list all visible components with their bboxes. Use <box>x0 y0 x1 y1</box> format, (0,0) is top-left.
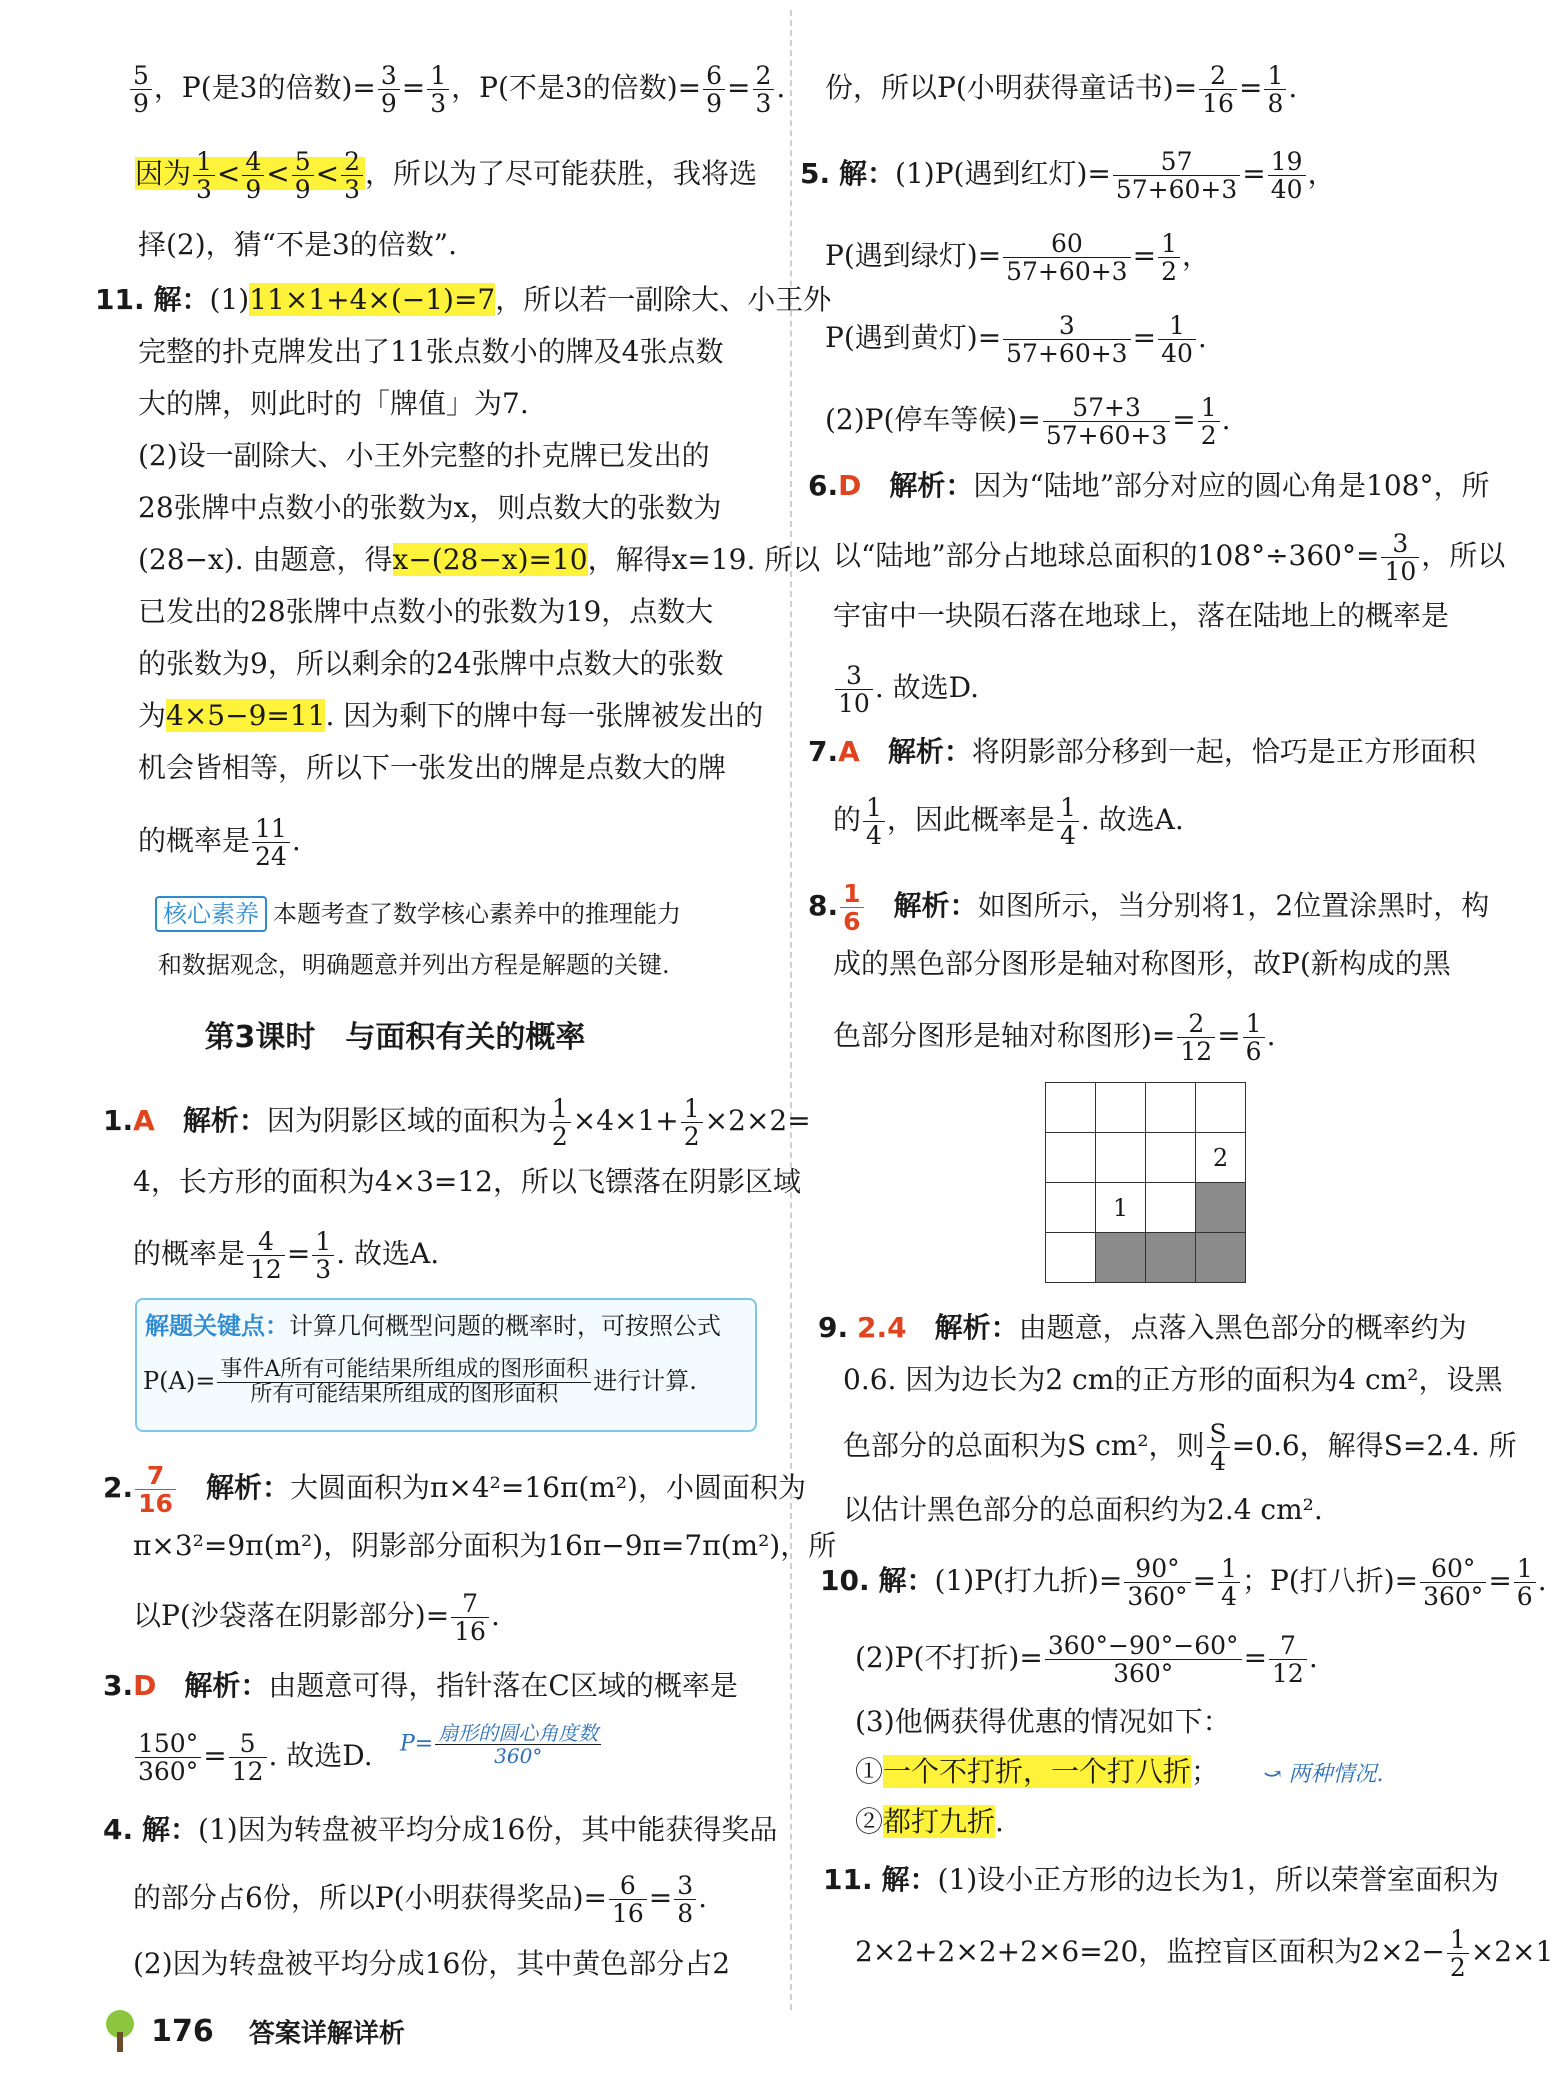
grid-cell <box>1196 1083 1246 1133</box>
line-l1: $\frac{5}{9}$ ，P(是3的倍数)= $\frac{3}{9}$ = $\frac{1}{3}$ ，P(不是3的倍数)= $\frac{6}{9}$ = $\frac{2}{3}$ . <box>128 62 785 117</box>
grid-cell <box>1046 1133 1096 1183</box>
q5-line-4: (2)P(停车等候)= $\frac{57+3}{57+60+3}$ = $\frac{1}{2}$ . <box>825 393 1231 450</box>
fraction: $\frac{2}{3}$ <box>753 62 775 117</box>
q8-line-3: 色部分图形是轴对称图形)= $\frac{2}{12}$ = $\frac{1}{6}$ . <box>833 1009 1276 1066</box>
q1-line-2: 4，长方形的面积为4×3=12，所以飞镖落在阴影区域 <box>133 1165 801 1198</box>
q2-answer: $\frac{7}{16}$ <box>135 1462 176 1517</box>
q8-line-1: 8. $\frac{1}{6}$ 解析：如图所示，当分别将1，2位置涂黑时，构 <box>808 879 1490 936</box>
q3-line-1: 3.D 解析：由题意可得，指针落在C区域的概率是 <box>103 1669 738 1702</box>
grid-cell-label-2: 2 <box>1196 1133 1246 1183</box>
grid-cell <box>1046 1233 1096 1283</box>
q7-line-2: 的 $\frac{1}{4}$ ，因此概率是 $\frac{1}{4}$ . 故选A. <box>833 793 1184 850</box>
q10-handwritten-note: 两种情况. <box>1288 1762 1384 1787</box>
page-footer <box>100 2008 405 2058</box>
page-number: 176 <box>151 2013 214 2049</box>
q11-line-9: 为4×5−9=11. 因为剩下的牌中每一张牌被发出的 <box>138 699 764 732</box>
line-l2: 因为 $\frac{1}{3}$ < $\frac{4}{9}$ < $\frac{5}{9}$ < $\frac{2}{3}$ ，所以为了尽可能获胜，我将选 <box>135 147 758 204</box>
fraction: $\frac{3}{9}$ <box>378 62 400 117</box>
section-title: 第3课时 与面积有关的概率 <box>204 1020 586 1055</box>
q11-line-10: 机会皆相等，所以下一张发出的牌是点数大的牌 <box>138 751 727 784</box>
q5-line-2: P(遇到绿灯)= $\frac{60}{57+60+3}$ = $\frac{1}{2}$ ， <box>825 229 1210 286</box>
q11r-line-1: 11. 解：(1)设小正方形的边长为1，所以荣誉室面积为 <box>823 1863 1500 1896</box>
grid-cell <box>1146 1083 1196 1133</box>
q11-line-7: 已发出的28张牌中点数小的张数为19，点数大 <box>138 595 714 628</box>
q9-line-3: 色部分的总面积为S cm²，则 $\frac{S}{4}$ =0.6，解得S=2.4. 所 <box>843 1419 1517 1476</box>
highlight: 因为 $\frac{1}{3}$ < $\frac{4}{9}$ < $\frac{5}{9}$ < $\frac{2}{3}$ <box>135 157 365 190</box>
grid-cell-shaded <box>1096 1233 1146 1283</box>
q11-line-5: 28张牌中点数小的张数为x，则点数大的张数为 <box>138 491 722 524</box>
core-literacy-line-2: 和数据观念，明确题意并列出方程是解题的关键. <box>158 951 670 979</box>
core-literacy-tag: 核心素养 <box>155 896 267 932</box>
q11-line-8: 的张数为9，所以剩余的24张牌中点数大的张数 <box>138 647 724 680</box>
q6-line-2: 以“陆地”部分占地球总面积的108°÷360°= $\frac{3}{10}$ ，所以 <box>833 529 1506 586</box>
q1-line-3: 的概率是 $\frac{4}{12}$ = $\frac{1}{3}$ . 故选A. <box>133 1227 440 1284</box>
q2-line-3: 以P(沙袋落在阴影部分)= $\frac{7}{16}$ . <box>133 1589 500 1646</box>
q8-grid-figure <box>1045 1082 1246 1283</box>
key-formula: P(A)= $\frac{\text{事件A所有可能结果所组成的图形面积}}{\text{所有可能结果所组成的图形面积}}$ 进行计算. <box>143 1357 697 1407</box>
grid-cell-shaded <box>1196 1183 1246 1233</box>
q5-line-1: 5. 解：(1)P(遇到红灯)= $\frac{57}{57+60+3}$ = $\frac{19}{40}$ ， <box>800 147 1336 204</box>
tree-icon <box>100 2008 140 2054</box>
q9-line-1: 9. 2.4 解析：由题意，点落入黑色部分的概率约为 <box>818 1311 1467 1344</box>
q11-line-3: 大的牌，则此时的「牌值」为7. <box>138 387 529 420</box>
key-line-1: 解题关键点：计算几何概型问题的概率时，可按照公式 <box>145 1312 721 1340</box>
r-line-1: 份，所以P(小明获得童话书)= $\frac{2}{16}$ = $\frac{1}{8}$ . <box>825 61 1298 118</box>
q2-line-2: π×3²=9π(m²)，阴影部分面积为16π−9π=7π(m²)，所 <box>133 1529 837 1562</box>
q3-handwritten-note: P= $\frac{\text{扇形的圆心角度数}}{360^\circ}$ <box>400 1722 603 1767</box>
q11r-line-2: 2×2+2×2+2×6=20，监控盲区面积为2×2− $\frac{1}{2}$ ×2×1 <box>855 1925 1553 1982</box>
grid-cell <box>1096 1133 1146 1183</box>
q4-line-2: 的部分占6份，所以P(小明获得奖品)= $\frac{6}{16}$ = $\frac{3}{8}$ . <box>133 1871 708 1928</box>
q6-line-3: 宇宙中一块陨石落在地球上，落在陆地上的概率是 <box>833 599 1450 632</box>
q11-line-6: (28−x). 由题意，得x−(28−x)=10，解得x=19. 所以 <box>138 543 821 576</box>
core-literacy-line-1: 核心素养 本题考查了数学核心素养中的推理能力 <box>155 893 681 934</box>
grid-cell <box>1146 1183 1196 1233</box>
grid-cell <box>1046 1183 1096 1233</box>
fraction: $\frac{5}{9}$ <box>130 62 152 117</box>
q7-line-1: 7.A 解析：将阴影部分移到一起，恰巧是正方形面积 <box>808 735 1476 768</box>
q4-line-1: 4. 解：(1)因为转盘被平均分成16份，其中能获得奖品 <box>103 1813 778 1846</box>
q11-line-11: 的概率是 $\frac{11}{24}$ . <box>138 814 301 871</box>
q10-line-3: (3)他俩获得优惠的情况如下： <box>855 1705 1231 1738</box>
q2-line-1: 2. $\frac{7}{16}$ 解析：大圆面积为π×4²=16π(m²)，小圆面积为 <box>103 1461 806 1518</box>
q11-line-1: 11. 解：(1)11×1+4×(−1)=7，所以若一副除大、小王外 <box>95 283 832 316</box>
grid-cell-shaded <box>1196 1233 1246 1283</box>
q10-line-1: 10. 解：(1)P(打九折)= $\frac{90^\circ}{360^\circ}$ = $\frac{1}{4}$ ；P(打八折)= $\frac{60^\circ}{360^\circ}$ = $\frac{1}{6}$ . <box>820 1554 1547 1611</box>
q10-line-4: ①一个不打折，一个打八折； ⤻ 两种情况. <box>855 1755 1384 1788</box>
footer-title: 答案详解详析 <box>248 2018 405 2049</box>
q6-line-1: 6.D 解析：因为“陆地”部分对应的圆心角是108°，所 <box>808 469 1490 502</box>
q11-line-2: 完整的扑克牌发出了11张点数小的牌及4张点数 <box>138 335 724 368</box>
grid-cell-shaded <box>1146 1233 1196 1283</box>
fraction: $\frac{6}{9}$ <box>703 62 725 117</box>
q4-line-3: (2)因为转盘被平均分成16份，其中黄色部分占2 <box>133 1947 731 1980</box>
grid-cell-label-1: 1 <box>1096 1183 1146 1233</box>
q5-line-3: P(遇到黄灯)= $\frac{3}{57+60+3}$ = $\frac{1}{40}$ . <box>825 311 1207 368</box>
grid-cell <box>1096 1083 1146 1133</box>
q8-answer: $\frac{1}{6}$ <box>840 880 863 935</box>
q9-line-2: 0.6. 因为边长为2 cm的正方形的面积为4 cm²，设黑 <box>843 1363 1503 1396</box>
q11-line-4: (2)设一副除大、小王外完整的扑克牌已发出的 <box>138 439 710 472</box>
grid-cell <box>1046 1083 1096 1133</box>
grid-cell <box>1146 1133 1196 1183</box>
q1-line-1: 1.A 解析：因为阴影区域的面积为 $\frac{1}{2}$ ×4×1+ $\frac{1}{2}$ ×2×2= <box>103 1094 811 1151</box>
fraction: $\frac{1}{3}$ <box>427 62 449 117</box>
line-l3: 择(2)，猜“不是3的倍数”. <box>138 228 458 261</box>
q8-line-2: 成的黑色部分图形是轴对称图形，故P(新构成的黑 <box>833 947 1451 980</box>
q6-line-4: $\frac{3}{10}$ . 故选D. <box>833 662 979 717</box>
solution-key-box <box>135 1298 757 1432</box>
q10-line-5: ②都打九折. <box>855 1805 1004 1838</box>
q3-line-2: $\frac{150^\circ}{360^\circ}$ = $\frac{5}{12}$ . 故选D. <box>133 1730 373 1785</box>
q10-line-2: (2)P(不打折)= $\frac{360^\circ-90^\circ-60^\circ}{360^\circ}$ = $\frac{7}{12}$ . <box>855 1631 1318 1688</box>
q9-line-4: 以估计黑色部分的总面积约为2.4 cm². <box>843 1493 1323 1526</box>
